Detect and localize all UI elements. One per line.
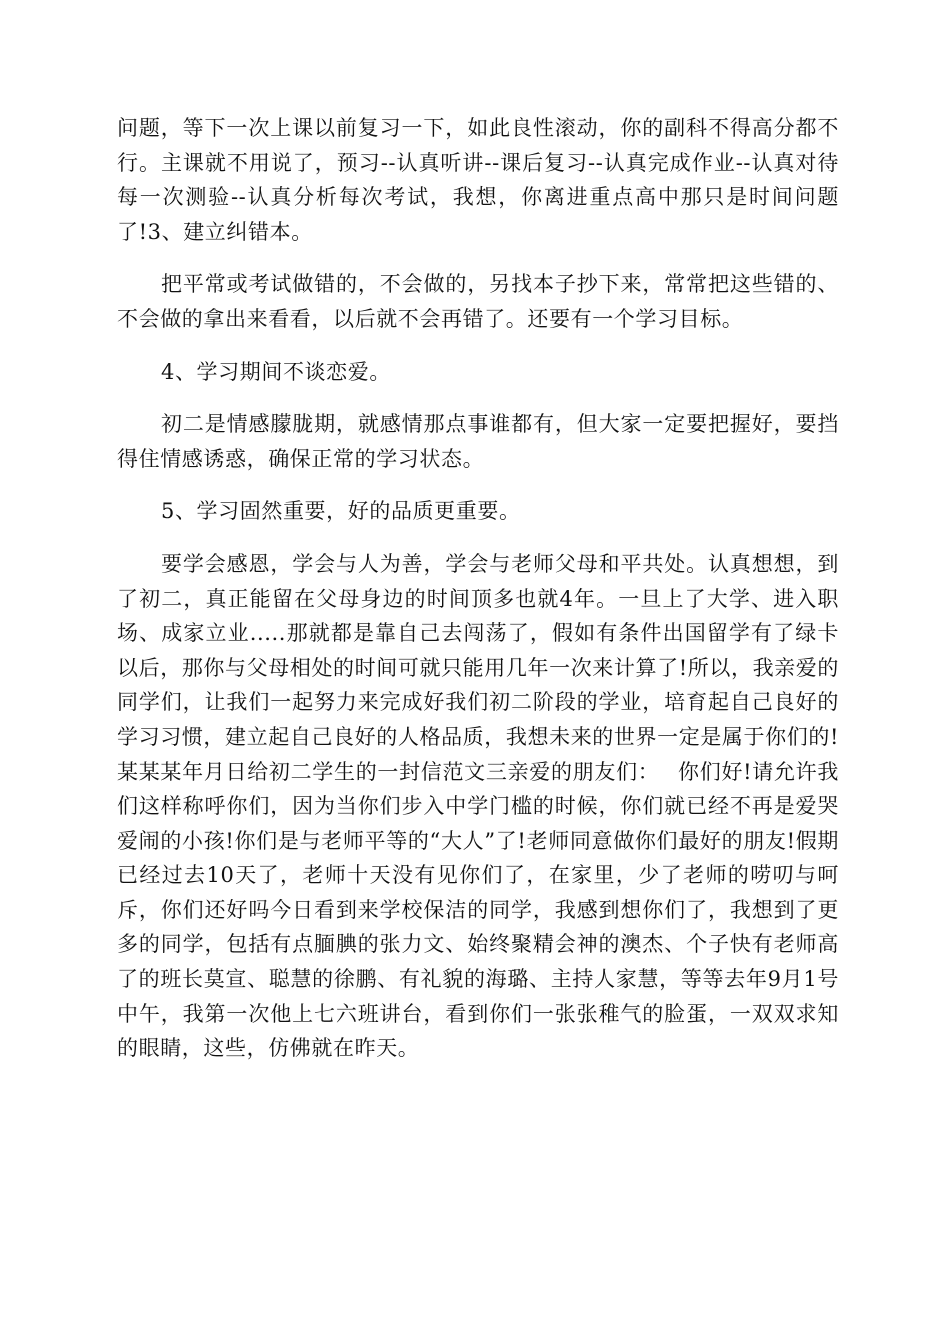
- section-heading-4: 4、学习期间不谈恋爱。: [161, 359, 391, 384]
- document-page: [117, 111, 839, 1084]
- paragraph-gratitude-letter: 要学会感恩，学会与人为善，学会与老师父母和平共处。认真想想，到了初二，真正能留在父母身边的时间顶多也就4年。一旦上了大学、进入职场、成家立业.....那就都是靠自己去闯荡了，假如有条件出国留学有了绿卡以后，那你与父母相处的时间可就只能用几年一次来计算了!所以，我亲爱的同学们，让我们一起努力来完成好我们初二阶段的学业，培育起自己良好的学习习惯，建立起自己良好的人格品质，我想未来的世界一定是属于你们的!某某某年月日给初二学生的一封信范文三亲爱的朋友们： 你们好!请允许我们这样称呼你们，因为当你们步入中学门槛的时候，你们就已经不再是爱哭爱闹的小孩!你们是与老师平等的“大人”了!老师同意做你们最好的朋友!假期已经过去10天了，老师十天没有见你们了，在家里，少了老师的唠叨与呵斥，你们还好吗今日看到来学校保洁的同学，我感到想你们了，我想到了更多的同学，包括有点腼腆的张力文、始终聚精会神的澳杰、个子快有老师高了的班长莫宣、聪慧的徐鹏、有礼貌的海璐、主持人家慧，等等去年9月1号中午，我第一次他上七六班讲台，看到你们一张张稚气的脸蛋，一双双求知的眼睛，这些，仿佛就在昨天。: [117, 551, 839, 1061]
- paragraph-error-notebook: 把平常或考试做错的，不会做的，另找本子抄下来，常常把这些错的、不会做的拿出来看看，以后就不会再错了。还要有一个学习目标。: [117, 272, 839, 331]
- paragraph-continuation: 问题，等下一次上课以前复习一下，如此良性滚动，你的副科不得高分都不行。主课就不用说了，预习--认真听讲--课后复习--认真完成作业--认真对待每一次测验--认真分析每次考试，我想，你离进重点高中那只是时间问题了!3、建立纠错本。: [117, 116, 839, 244]
- paragraph-emotions: 初二是情感朦胧期，就感情那点事谁都有，但大家一定要把握好，要挡得住情感诱惑，确保正常的学习状态。: [117, 412, 839, 471]
- section-heading-5: 5、学习固然重要，好的品质更重要。: [161, 499, 521, 524]
